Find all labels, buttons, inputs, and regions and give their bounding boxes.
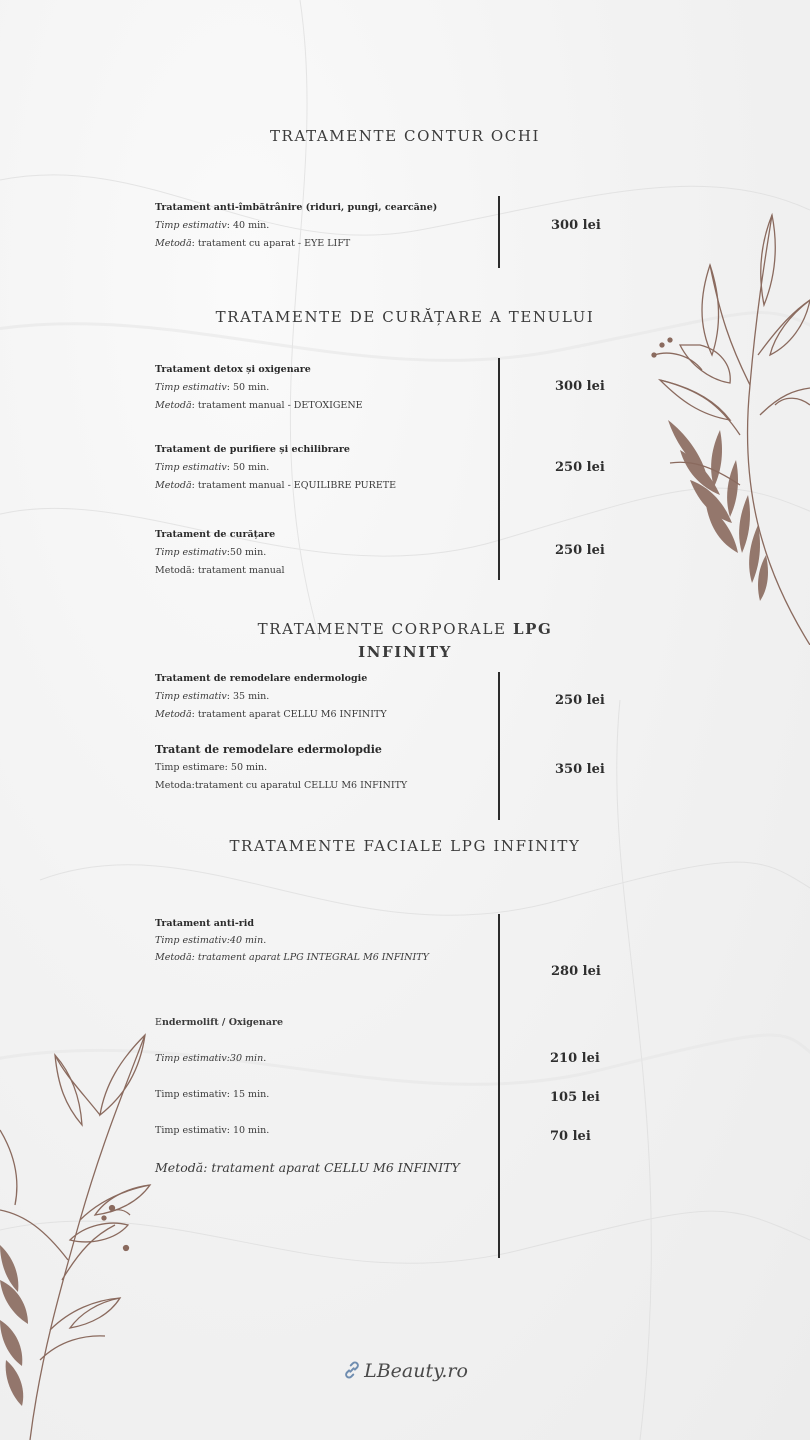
item-method-endermolift bbox=[155, 1159, 460, 1177]
list-item-body-remodel-2 bbox=[155, 741, 407, 795]
footer-link-text[interactable]: LBeauty.ro bbox=[364, 1360, 468, 1382]
divider-line bbox=[498, 196, 500, 268]
item-price: 250 lei bbox=[555, 693, 605, 708]
item-method: Metoda:tratament cu aparatul CELLU M6 INFINITY bbox=[155, 780, 408, 791]
item-method: Metodă: tratament cu aparat - EYE LIFT bbox=[155, 238, 351, 249]
list-item-anti-wrinkle bbox=[155, 915, 429, 966]
item-price: 210 lei bbox=[550, 1051, 600, 1066]
item-price: 70 lei bbox=[550, 1129, 591, 1144]
section-title-bold: INFINITY bbox=[358, 643, 452, 661]
section-title-text: TRATAMENTE CORPORALE bbox=[257, 620, 513, 638]
section-title-bold: LPG bbox=[512, 620, 553, 638]
footer-website[interactable] bbox=[0, 1360, 810, 1382]
list-item-endermolift bbox=[155, 1014, 283, 1032]
link-icon bbox=[342, 1360, 362, 1380]
item-name: Tratament detox și oxigenare bbox=[155, 364, 311, 375]
divider-line bbox=[498, 672, 500, 820]
list-item-detox bbox=[155, 361, 363, 415]
item-time: Timp estimativ: 40 min. bbox=[155, 220, 270, 231]
section-title-text: TRATAMENTE CONTUR OCHI bbox=[269, 127, 541, 145]
item-method: Metodă: tratament manual bbox=[155, 565, 285, 576]
list-item-anti-aging bbox=[155, 199, 437, 253]
floral-decoration-right bbox=[640, 205, 810, 645]
list-item-time-option-1 bbox=[155, 1050, 266, 1068]
item-time: Timp estimativ: 50 min. bbox=[155, 382, 270, 393]
item-time: Timp estimativ: 35 min. bbox=[155, 691, 270, 702]
item-price: 280 lei bbox=[551, 964, 601, 979]
section-title-facial-lpg bbox=[0, 837, 810, 855]
section-title-eye-contour bbox=[0, 127, 810, 145]
section-title-cleansing bbox=[0, 308, 810, 326]
list-item-body-remodel bbox=[155, 670, 387, 724]
item-name: Endermolift / Oxigenare bbox=[155, 1017, 284, 1028]
list-item-purification bbox=[155, 441, 396, 495]
item-price: 300 lei bbox=[551, 218, 601, 233]
item-price: 250 lei bbox=[555, 460, 605, 475]
item-time: Timp estimativ:50 min. bbox=[155, 547, 267, 558]
item-price: 350 lei bbox=[555, 762, 605, 777]
item-method: Metodă: tratament manual - DETOXIGENE bbox=[155, 400, 363, 411]
list-item-cleansing bbox=[155, 526, 285, 580]
list-item-time-option-2 bbox=[155, 1086, 269, 1104]
divider-line bbox=[498, 358, 500, 580]
item-time: Timp estimativ:40 min. bbox=[155, 935, 267, 946]
item-name: Tratament anti-îmbătrânire (riduri, pungi, cearcăne) bbox=[155, 202, 438, 213]
item-method: Metodă: tratament manual - EQUILIBRE PURETE bbox=[155, 480, 397, 491]
item-price: 105 lei bbox=[550, 1090, 600, 1105]
section-title-text: TRATAMENTE DE CURĂȚARE A TENULUI bbox=[215, 308, 595, 326]
item-time: Timp estimativ: 50 min. bbox=[155, 462, 270, 473]
item-time: Timp estimativ: 10 min. bbox=[155, 1125, 270, 1136]
list-item-time-option-3 bbox=[155, 1122, 269, 1140]
item-method: Metodă: tratament aparat CELLU M6 INFINITY bbox=[155, 1160, 460, 1175]
section-title-text: TRATAMENTE FACIALE LPG INFINITY bbox=[229, 837, 581, 855]
item-time: Timp estimativ:30 min. bbox=[155, 1053, 267, 1064]
item-time: Timp estimativ: 15 min. bbox=[155, 1089, 270, 1100]
item-name: Tratament de purifiere și echilibrare bbox=[155, 444, 350, 455]
divider-line bbox=[498, 914, 500, 1258]
item-price: 300 lei bbox=[555, 379, 605, 394]
item-price: 250 lei bbox=[555, 543, 605, 558]
item-name: Tratament de remodelare endermologie bbox=[155, 673, 368, 684]
item-name: Tratament anti-rid bbox=[155, 918, 255, 929]
item-method: Metodă: tratament aparat CELLU M6 INFINITY bbox=[155, 709, 387, 720]
item-name: Tratament de curățare bbox=[155, 529, 276, 540]
section-title-body-lpg bbox=[0, 618, 810, 664]
item-name: Tratant de remodelare edermolopdie bbox=[155, 743, 382, 756]
item-method: Metodă: tratament aparat LPG INTEGRAL M6 INFINITY bbox=[155, 952, 429, 963]
item-time: Timp estimare: 50 min. bbox=[155, 762, 268, 773]
